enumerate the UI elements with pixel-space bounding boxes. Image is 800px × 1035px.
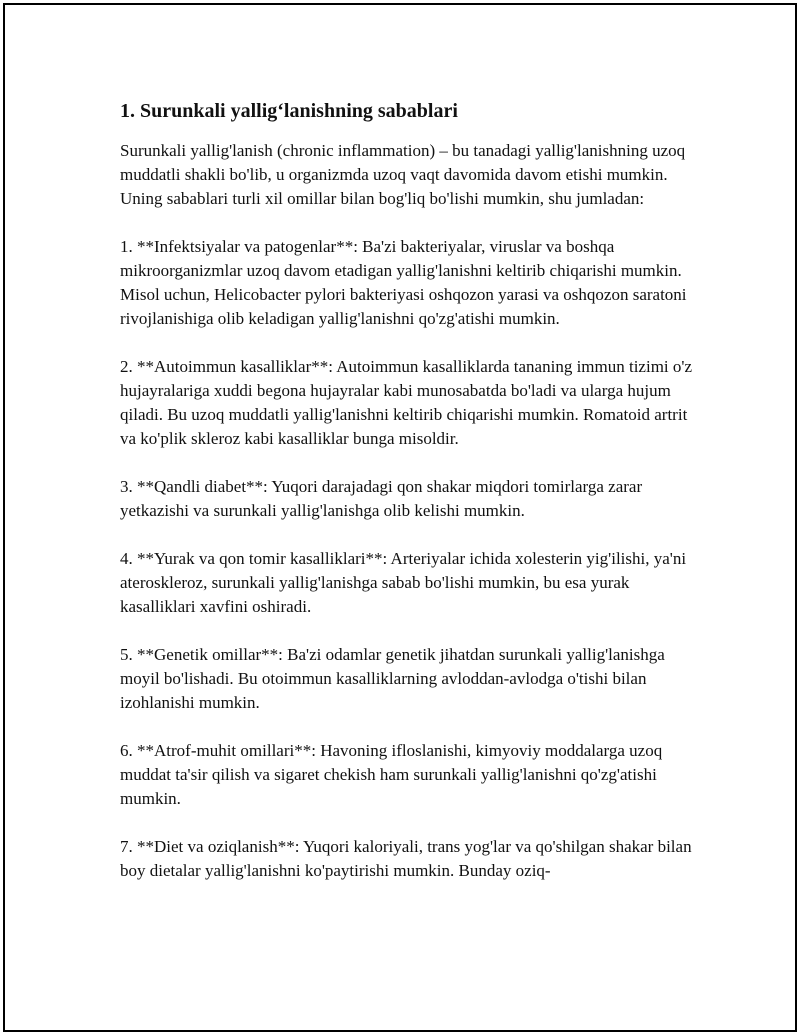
list-item-infections: 1. **Infektsiyalar va patogenlar**: Ba'zi bakteriyalar, viruslar va boshqa mikroorganizmlar uzoq davom etadigan yallig'lanishni keltirib chiqarishi mumkin. Misol uchun, Helicobacter pylori bakteriyasi oshqozon yarasi va oshqozon saratoni rivojlanishiga olib keladigan yallig'lanishni qo'zg'atishi mumkin. — [120, 237, 687, 328]
list-item-genetic: 5. **Genetik omillar**: Ba'zi odamlar genetik jihatdan surunkali yallig'lanishga moyil bo'lishadi. Bu otoimmun kasalliklarning avloddan-avlodga o'tishi bilan izohlanishi mumkin. — [120, 645, 665, 712]
document-body — [120, 97, 700, 907]
section-heading: 1. Surunkali yallig‘lanishning sabablari — [120, 100, 458, 122]
list-item-diabetes: 3. **Qandli diabet**: Yuqori darajadagi qon shakar miqdori tomirlarga zarar yetkazishi va surunkali yallig'lanishga olib kelishi mumkin. — [120, 477, 643, 520]
list-item-cardiovascular: 4. **Yurak va qon tomir kasalliklari**: Arteriyalar ichida xolesterin yig'ilishi, ya'ni ateroskleroz, surunkali yallig'lanishga sabab bo'lishi mumkin, bu esa yurak kasalliklari xavfini oshiradi. — [120, 549, 687, 616]
intro-paragraph: Surunkali yallig'lanish (chronic inflammation) – bu tanadagi yallig'lanishning uzoq muddatli shakli bo'lib, u organizmda uzoq vaqt davomida davom etishi mumkin. Uning sabablari turli xil omillar bilan bog'liq bo'lishi mumkin, shu jumladan: — [120, 141, 686, 208]
page-frame — [3, 3, 797, 1032]
list-item-environment: 6. **Atrof-muhit omillari**: Havoning ifloslanishi, kimyoviy moddalarga uzoq muddat ta'sir qilish va sigaret chekish ham surunkali yallig'lanishni qo'zg'atishi mumkin. — [120, 741, 663, 808]
list-item-diet: 7. **Diet va oziqlanish**: Yuqori kaloriyali, trans yog'lar va qo'shilgan shakar bilan boy dietalar yallig'lanishni ko'paytirishi mumkin. Bunday oziq- — [120, 837, 692, 880]
list-item-autoimmune: 2. **Autoimmun kasalliklar**: Autoimmun kasalliklarda tananing immun tizimi o'z hujayralariga xuddi begona hujayralar kabi munosabatda bo'ladi va ularga hujum qiladi. Bu uzoq muddatli yallig'lanishni keltirib chiqarishi mumkin. Romatoid artrit va ko'plik skleroz kabi kasalliklar bunga misoldir. — [120, 357, 693, 448]
